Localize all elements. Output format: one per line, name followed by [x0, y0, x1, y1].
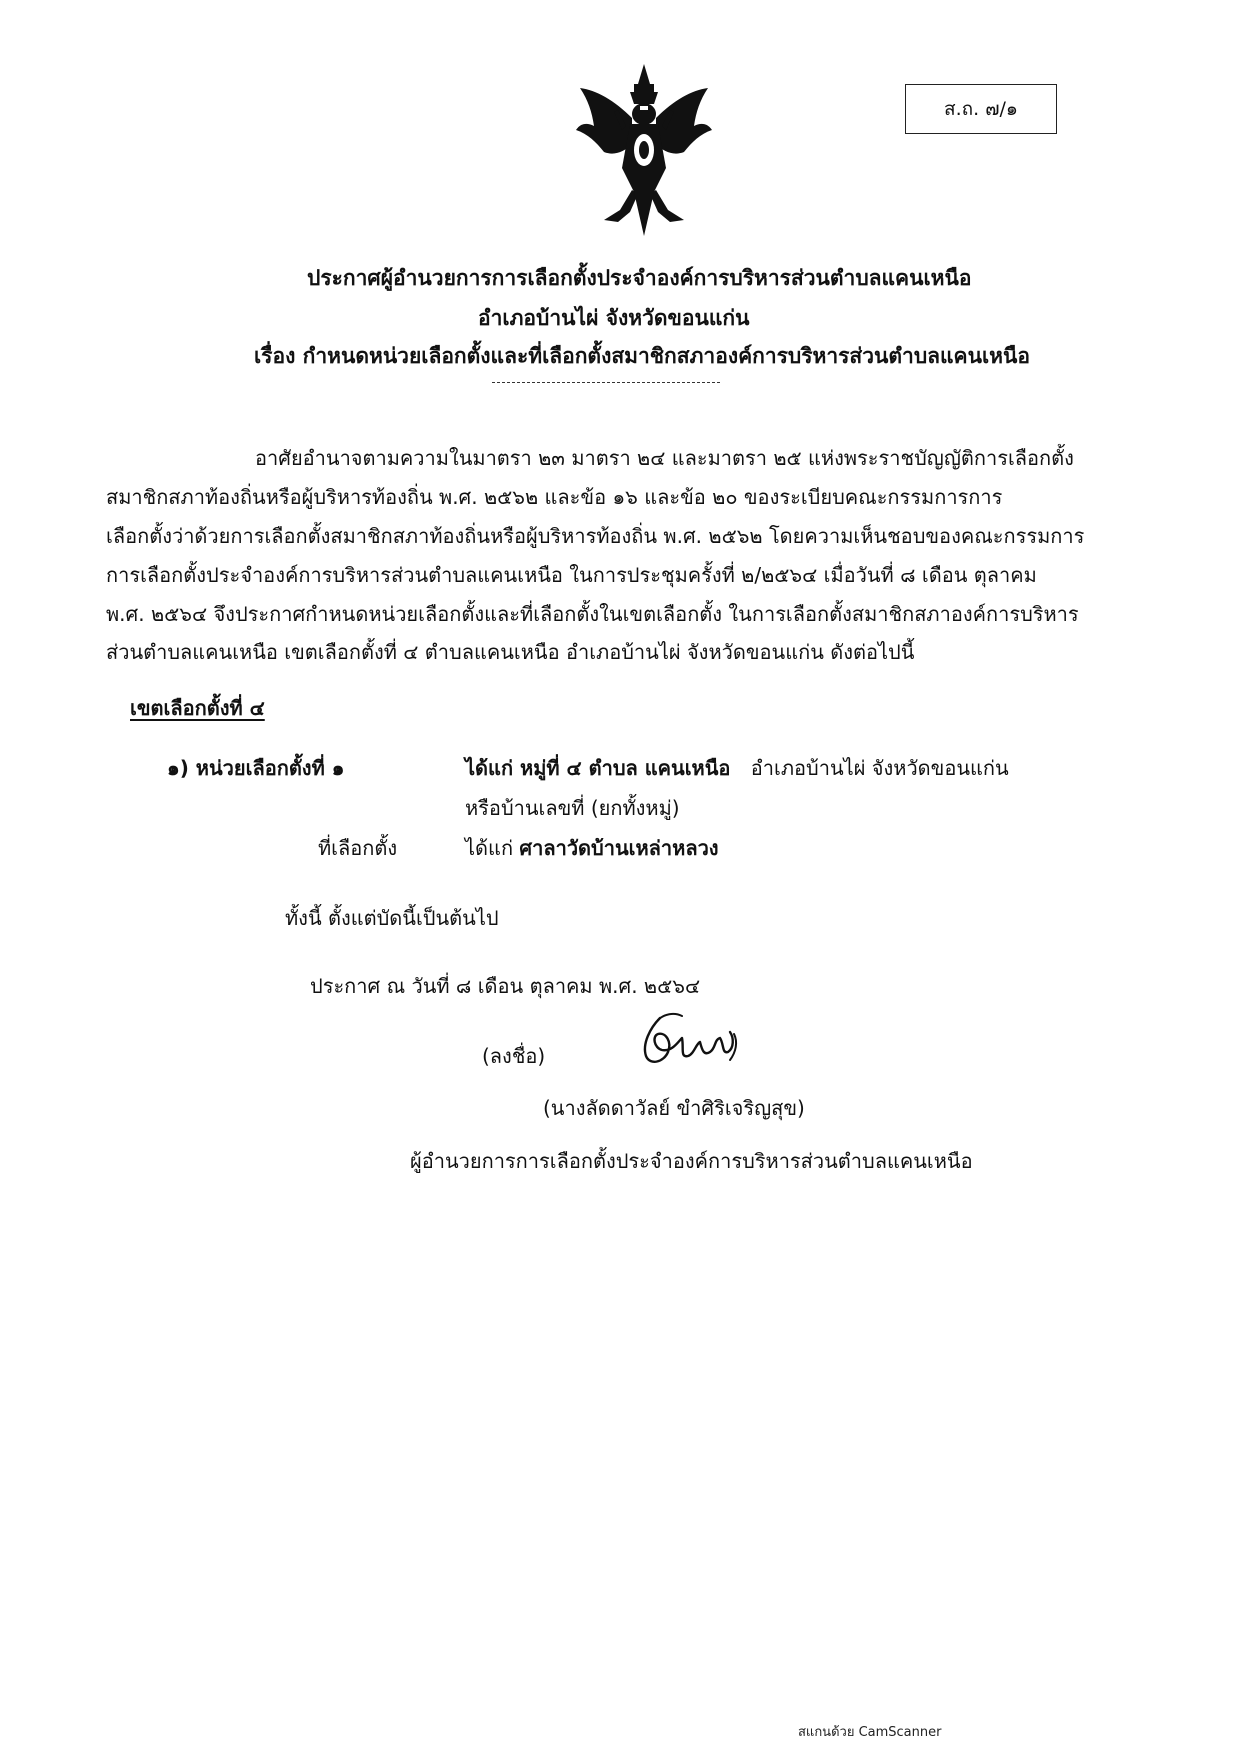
signer-title: ผู้อำนวยการการเลือกตั้งประจำองค์การบริหารส่วนตำบลแคนเหนือ — [410, 1149, 973, 1173]
body-line: สมาชิกสภาท้องถิ่นหรือผู้บริหารท้องถิ่น พ.ศ. ๒๕๖๒ และข้อ ๑๖ และข้อ ๒๐ ของระเบียบคณะกรรมการการ — [106, 485, 1003, 509]
place-prefix: ได้แก่ — [465, 836, 514, 860]
body-line: พ.ศ. ๒๕๖๔ จึงประกาศกำหนดหน่วยเลือกตั้งและที่เลือกตั้งในเขตเลือกตั้ง ในการเลือกตั้งสมาชิกสภาองค์การบริหาร — [106, 602, 1079, 626]
header-divider — [492, 382, 720, 383]
unit-value-rest: อำเภอบ้านไผ่ จังหวัดขอนแก่น — [750, 756, 1009, 780]
unit-label: ๑) หน่วยเลือกตั้งที่ ๑ — [167, 756, 345, 780]
body-line: เลือกตั้งว่าด้วยการเลือกตั้งสมาชิกสภาท้องถิ่นหรือผู้บริหารท้องถิ่น พ.ศ. ๒๕๖๒ โดยความเห็นชอบของคณะกรรมการ — [106, 524, 1085, 548]
effective-statement: ทั้งนี้ ตั้งแต่บัดนี้เป็นต้นไป — [285, 906, 499, 930]
scanner-watermark: สแกนด้วย CamScanner — [798, 1725, 942, 1740]
body-line: ส่วนตำบลแคนเหนือ เขตเลือกตั้งที่ ๔ ตำบลแคนเหนือ อำเภอบ้านไผ่ จังหวัดขอนแก่น ดังต่อไปนี้ — [106, 640, 915, 664]
unit-value-line2: หรือบ้านเลขที่ (ยกทั้งหมู่) — [465, 796, 680, 820]
handwritten-signature — [630, 1008, 750, 1078]
unit-value-bold: ได้แก่ หมู่ที่ ๔ ตำบล แคนเหนือ — [465, 756, 731, 780]
place-name: ศาลาวัดบ้านเหล่าหลวง — [519, 836, 719, 860]
body-line: อาศัยอำนาจตามความในมาตรา ๒๓ มาตรา ๒๔ และมาตรา ๒๕ แห่งพระราชบัญญัติการเลือกตั้ง — [255, 446, 1074, 470]
form-code-box — [905, 84, 1057, 134]
place-label: ที่เลือกตั้ง — [318, 836, 398, 860]
district-heading: เขตเลือกตั้งที่ ๔ — [130, 696, 265, 720]
signer-name: (นางลัดดาวัลย์ ขำศิริเจริญสุข) — [543, 1096, 805, 1120]
garuda-emblem-icon — [574, 60, 714, 240]
announce-date: ประกาศ ณ วันที่ ๘ เดือน ตุลาคม พ.ศ. ๒๕๖๔ — [310, 974, 701, 998]
body-line: การเลือกตั้งประจำองค์การบริหารส่วนตำบลแคนเหนือ ในการประชุมครั้งที่ ๒/๒๕๖๔ เมื่อวันที่ ๘ เดือน ตุลาคม — [106, 563, 1037, 587]
header-title: ประกาศผู้อำนวยการการเลือกตั้งประจำองค์การบริหารส่วนตำบลแคนเหนือ — [307, 266, 972, 290]
place-value — [465, 832, 719, 864]
unit-value — [465, 752, 1009, 784]
form-code: ส.ถ. ๗/๑ — [944, 98, 1018, 120]
signature-label: (ลงชื่อ) — [482, 1044, 546, 1068]
header-subject: เรื่อง กำหนดหน่วยเลือกตั้งและที่เลือกตั้งสมาชิกสภาองค์การบริหารส่วนตำบลแคนเหนือ — [254, 344, 1030, 368]
header-location: อำเภอบ้านไผ่ จังหวัดขอนแก่น — [478, 306, 750, 330]
